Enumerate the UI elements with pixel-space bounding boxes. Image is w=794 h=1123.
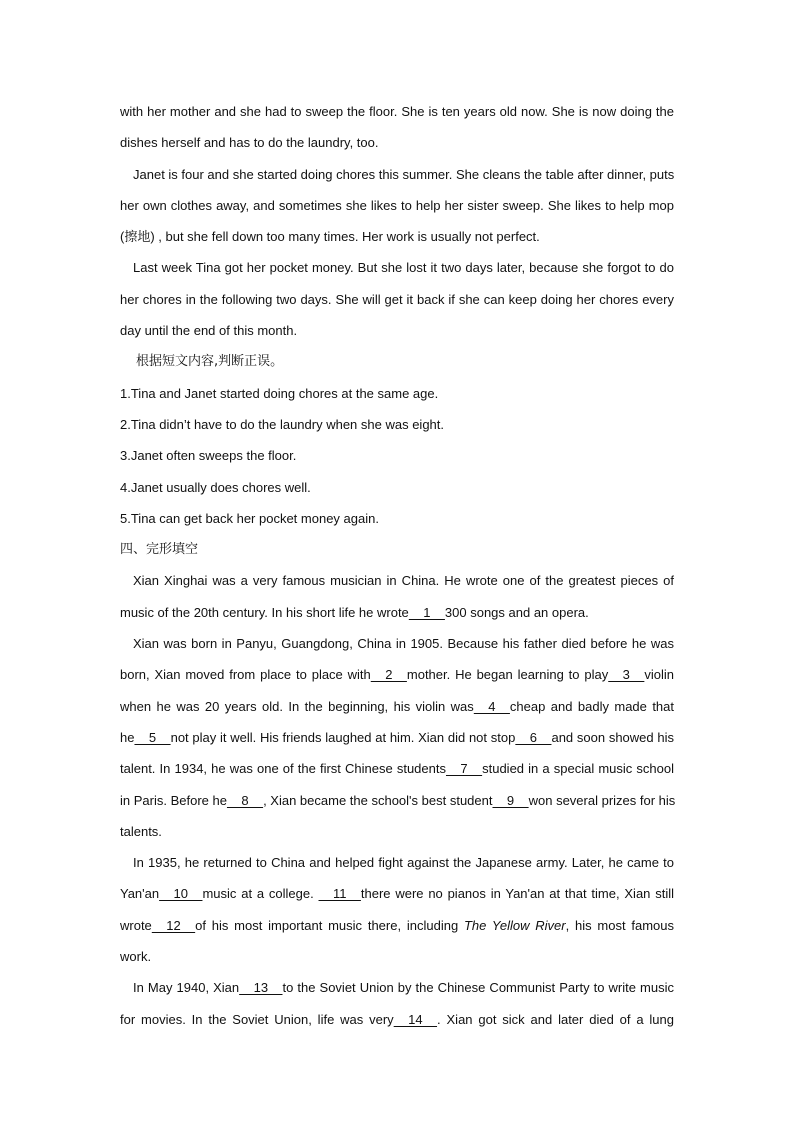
blank-4: 4 bbox=[473, 698, 510, 714]
cloze-text: there were no pianos in Yan'an at that time, Xian still bbox=[360, 886, 674, 902]
blank-1: 1 bbox=[408, 604, 445, 620]
cloze-line bbox=[120, 659, 674, 690]
cloze-line bbox=[120, 910, 674, 941]
tf-item: 4.Janet usually does chores well. bbox=[120, 479, 311, 495]
cloze-line bbox=[120, 878, 674, 909]
passage-line: (擦地) , but she fell down too many times. Her work is usually not perfect. bbox=[120, 229, 540, 245]
blank-11: 11 bbox=[318, 886, 361, 902]
cloze-line bbox=[120, 691, 674, 722]
tf-item: 1.Tina and Janet started doing chores at the same age. bbox=[120, 385, 439, 401]
song-title: The Yellow River bbox=[463, 917, 566, 933]
blank-10: 10 bbox=[159, 886, 203, 902]
document-body bbox=[120, 96, 674, 1035]
cloze-line bbox=[120, 597, 674, 628]
cloze-line bbox=[120, 972, 674, 1003]
cloze-line bbox=[120, 722, 674, 753]
passage-line: dishes herself and has to do the laundry, too. bbox=[120, 135, 379, 151]
tf-item: 3.Janet often sweeps the floor. bbox=[120, 448, 297, 464]
section-heading: 四、完形填空 bbox=[120, 542, 199, 558]
cloze-text: of his most important music there, including bbox=[195, 917, 459, 933]
blank-5: 5 bbox=[134, 729, 171, 745]
blank-3: 3 bbox=[608, 667, 645, 683]
passage-line: her own clothes away, and sometimes she likes to help her sister sweep. She likes to help mop bbox=[120, 197, 674, 213]
cloze-text: , his most famous bbox=[565, 917, 674, 933]
cloze-line bbox=[120, 753, 674, 784]
cloze-text: born, Xian moved from place to place with bbox=[120, 667, 371, 683]
cloze-text: music of the 20th century. In his short life he wrote bbox=[120, 604, 409, 620]
cloze-text: when he was 20 years old. In the beginning, his violin was bbox=[120, 698, 474, 714]
blank-8: 8 bbox=[226, 792, 264, 808]
cloze-line: Xian Xinghai was a very famous musician in China. He wrote one of the greatest pieces of bbox=[133, 573, 674, 589]
cloze-text: wrote bbox=[120, 917, 152, 933]
passage-line: her chores in the following two days. She will get it back if she can keep doing her chores every bbox=[120, 291, 674, 307]
cloze-text: studied in a special music school bbox=[482, 761, 674, 777]
passage-line: Last week Tina got her pocket money. But she lost it two days later, because she forgot to do bbox=[133, 260, 674, 276]
blank-7: 7 bbox=[445, 761, 483, 777]
cloze-text: talent. In 1934, he was one of the first Chinese students bbox=[120, 761, 446, 777]
cloze-text: to the Soviet Union by the Chinese Communist Party to write music bbox=[282, 980, 674, 996]
cloze-text: Yan'an bbox=[120, 886, 160, 902]
cloze-text: mother. He began learning to play bbox=[406, 667, 609, 683]
blank-12: 12 bbox=[151, 917, 196, 933]
tf-item: 5.Tina can get back her pocket money again. bbox=[120, 510, 379, 526]
passage-line: day until the end of this month. bbox=[120, 323, 298, 339]
tf-item: 2.Tina didn’t have to do the laundry when she was eight. bbox=[120, 416, 445, 432]
cloze-text: not play it well. His friends laughed at him. Xian did not stop bbox=[170, 729, 516, 745]
passage-line: Janet is four and she started doing chores this summer. She cleans the table after dinner, puts bbox=[133, 166, 675, 182]
blank-14: 14 bbox=[393, 1011, 438, 1027]
cloze-line: talents. bbox=[120, 823, 162, 839]
blank-6: 6 bbox=[515, 729, 552, 745]
cloze-text: he bbox=[120, 729, 135, 745]
cloze-line: work. bbox=[120, 949, 152, 965]
cloze-text: music at a college. bbox=[202, 886, 314, 902]
cloze-text: . Xian got sick and later died of a lung bbox=[437, 1011, 674, 1027]
blank-9: 9 bbox=[492, 792, 529, 808]
cloze-text: and soon showed his bbox=[551, 729, 674, 745]
cloze-line bbox=[120, 785, 674, 816]
blank-13: 13 bbox=[239, 980, 283, 996]
cloze-text: , Xian became the school's best student bbox=[263, 792, 493, 808]
passage-line: with her mother and she had to sweep the floor. She is ten years old now. She is now doing the bbox=[120, 104, 674, 119]
cloze-text: cheap and badly made that bbox=[509, 698, 675, 714]
cloze-text: In May 1940, Xian bbox=[133, 980, 240, 996]
cloze-text: for movies. In the Soviet Union, life was very bbox=[120, 1011, 394, 1027]
cloze-line bbox=[120, 1004, 674, 1035]
cloze-line: Xian was born in Panyu, Guangdong, China in 1905. Because his father died before he was bbox=[133, 636, 674, 652]
cloze-line: In 1935, he returned to China and helped fight against the Japanese army. Later, he came to bbox=[133, 855, 674, 871]
tf-instruction: 根据短文内容,判断正误。 bbox=[136, 354, 284, 370]
cloze-text: won several prizes for his bbox=[528, 792, 676, 808]
blank-2: 2 bbox=[370, 667, 407, 683]
cloze-text: in Paris. Before he bbox=[120, 792, 227, 808]
cloze-text: violin bbox=[644, 667, 674, 683]
cloze-text: 300 songs and an opera. bbox=[444, 604, 589, 620]
